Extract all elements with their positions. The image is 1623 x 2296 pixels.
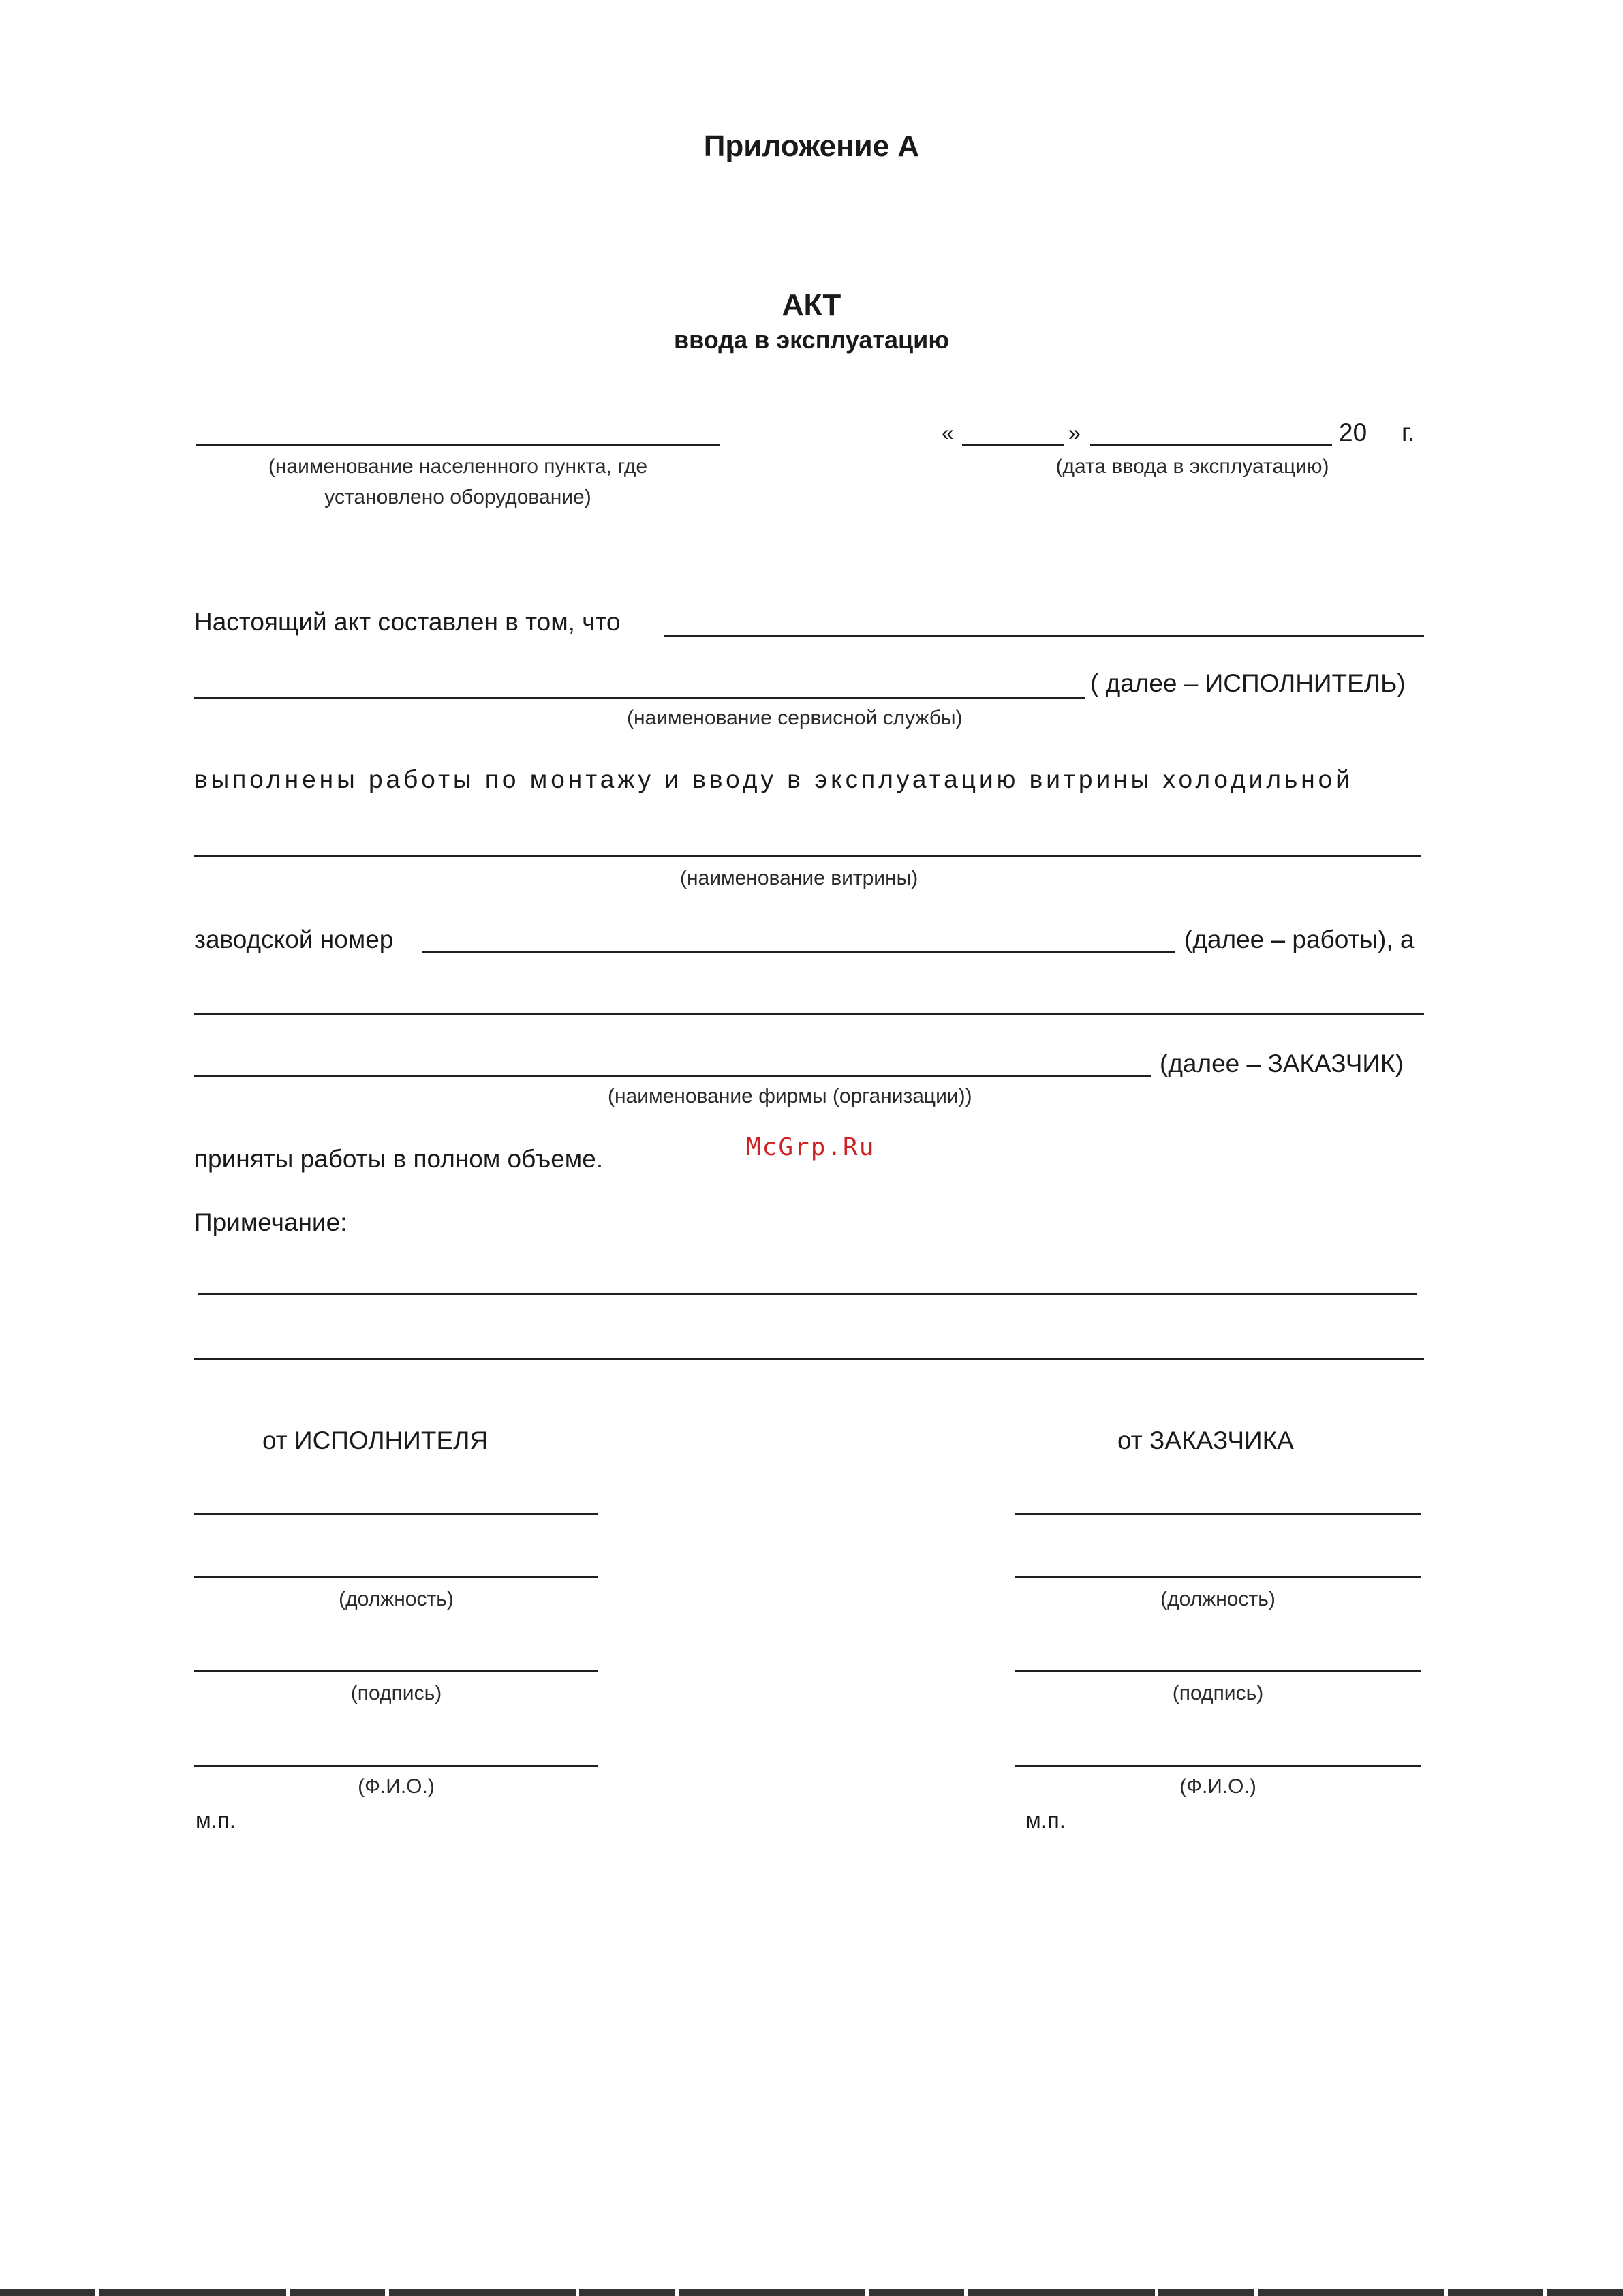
place-caption-line2: установлено оборудование) bbox=[324, 486, 591, 508]
watermark-text: McGrp.Ru bbox=[746, 1133, 876, 1161]
act-subtitle: ввода в эксплуатацию bbox=[673, 326, 950, 354]
executor-signature-caption: (подпись) bbox=[350, 1682, 442, 1704]
customer-signature-line[interactable] bbox=[1015, 1670, 1421, 1672]
intro-fill-line[interactable] bbox=[664, 635, 1424, 637]
day-line[interactable] bbox=[962, 444, 1064, 446]
year-prefix: 20 bbox=[1339, 418, 1367, 446]
place-caption-line1: (наименование населенного пункта, где bbox=[268, 455, 648, 478]
customer-signature-caption: (подпись) bbox=[1172, 1682, 1264, 1704]
service-caption: (наименование сервисной службы) bbox=[627, 707, 963, 729]
page-bottom-edge bbox=[0, 2289, 1623, 2296]
serial-line[interactable] bbox=[422, 951, 1175, 953]
extra-line[interactable] bbox=[194, 1013, 1424, 1015]
customer-name-caption: (Ф.И.О.) bbox=[1179, 1775, 1256, 1798]
quote-open: « bbox=[942, 420, 954, 445]
executor-position-caption: (должность) bbox=[339, 1588, 454, 1610]
executor-position-line[interactable] bbox=[194, 1576, 598, 1578]
company-caption: (наименование фирмы (организации)) bbox=[608, 1085, 972, 1107]
customer-org-line[interactable] bbox=[1015, 1513, 1421, 1515]
date-caption: (дата ввода в эксплуатацию) bbox=[1055, 455, 1329, 478]
customer-name-line[interactable] bbox=[1015, 1765, 1421, 1767]
note-line-1[interactable] bbox=[198, 1293, 1417, 1295]
works-text: выполнены работы по монтажу и вводу в эксплуатацию витрины холодильной bbox=[194, 765, 1353, 793]
act-intro-text: Настоящий акт составлен в том, что bbox=[194, 608, 621, 636]
executor-name-line[interactable] bbox=[194, 1765, 598, 1767]
executor-heading: от ИСПОЛНИТЕЛЯ bbox=[262, 1426, 489, 1454]
place-line[interactable] bbox=[196, 444, 720, 446]
customer-heading: от ЗАКАЗЧИКА bbox=[1117, 1426, 1294, 1454]
serial-label: заводской номер bbox=[194, 925, 394, 953]
customer-position-line[interactable] bbox=[1015, 1576, 1421, 1578]
showcase-line[interactable] bbox=[194, 855, 1421, 857]
executor-signature-line[interactable] bbox=[194, 1670, 598, 1672]
serial-suffix: (далее – работы), а bbox=[1184, 925, 1415, 953]
note-line-2[interactable] bbox=[194, 1358, 1424, 1360]
company-line[interactable] bbox=[194, 1075, 1151, 1077]
act-title: АКТ bbox=[782, 288, 841, 322]
service-line[interactable] bbox=[194, 697, 1085, 699]
note-label: Примечание: bbox=[194, 1208, 347, 1236]
quote-close: » bbox=[1068, 420, 1081, 445]
showcase-caption: (наименование витрины) bbox=[680, 867, 918, 889]
customer-position-caption: (должность) bbox=[1160, 1588, 1276, 1610]
appendix-title: Приложение А bbox=[703, 129, 920, 163]
year-suffix: г. bbox=[1402, 418, 1415, 446]
accepted-text: приняты работы в полном объеме. bbox=[194, 1145, 604, 1173]
executor-suffix: ( далее – ИСПОЛНИТЕЛЬ) bbox=[1090, 669, 1406, 697]
executor-name-caption: (Ф.И.О.) bbox=[358, 1775, 435, 1798]
executor-org-line[interactable] bbox=[194, 1513, 598, 1515]
executor-stamp: м.п. bbox=[196, 1807, 236, 1833]
customer-stamp: м.п. bbox=[1025, 1807, 1066, 1833]
customer-suffix: (далее – ЗАКАЗЧИК) bbox=[1160, 1050, 1404, 1077]
month-line[interactable] bbox=[1090, 444, 1332, 446]
